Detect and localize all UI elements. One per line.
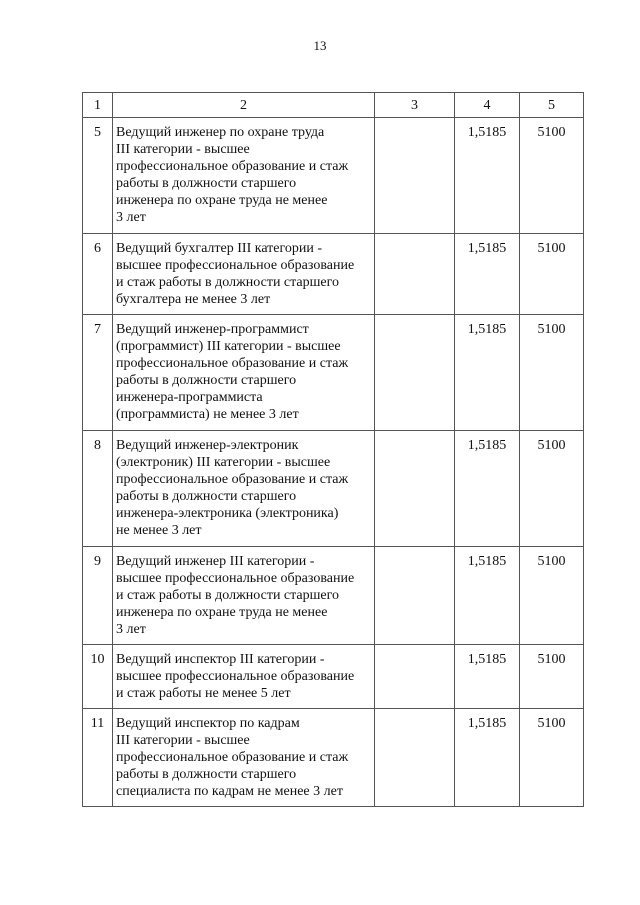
position-description: Ведущий бухгалтер III категории - высшее профессиональное образование и стаж работы в должности старшего бухгалтера не менее 3 лет [113, 234, 375, 315]
row-number: 10 [83, 645, 113, 709]
position-description: Ведущий инженер III категории - высшее профессиональное образование и стаж работы в должности старшего инженера по охране труда не менее 3 лет [113, 547, 375, 645]
position-description: Ведущий инспектор III категории - высшее профессиональное образование и стаж работы не менее 5 лет [113, 645, 375, 709]
header-cell-5: 5 [520, 93, 584, 118]
coefficient-cell: 1,5185 [455, 547, 520, 645]
table-row [83, 431, 584, 547]
row-number: 9 [83, 547, 113, 645]
coefficient-cell: 1,5185 [455, 118, 520, 234]
salary-cell: 5100 [520, 118, 584, 234]
header-cell-1: 1 [83, 93, 113, 118]
table-row [83, 547, 584, 645]
salary-cell: 5100 [520, 547, 584, 645]
column-3-cell [375, 709, 455, 807]
position-description: Ведущий инспектор по кадрам III категории - высшее профессиональное образование и стаж работы в должности старшего специалиста по кадрам не менее 3 лет [113, 709, 375, 807]
row-number: 11 [83, 709, 113, 807]
row-number: 5 [83, 118, 113, 234]
table-row [83, 234, 584, 315]
row-number: 8 [83, 431, 113, 547]
coefficient-cell: 1,5185 [455, 315, 520, 431]
table-row [83, 709, 584, 807]
table-header-row [83, 93, 584, 118]
position-description: Ведущий инженер по охране труда III категории - высшее профессиональное образование и стаж работы в должности старшего инженера по охране труда не менее 3 лет [113, 118, 375, 234]
row-number: 7 [83, 315, 113, 431]
salary-table [82, 92, 584, 807]
table-row [83, 118, 584, 234]
position-description: Ведущий инженер-программист (программист) III категории - высшее профессиональное образование и стаж работы в должности старшего инженера-программиста (программиста) не менее 3 лет [113, 315, 375, 431]
row-number: 6 [83, 234, 113, 315]
table-body [83, 93, 584, 807]
header-cell-2: 2 [113, 93, 375, 118]
coefficient-cell: 1,5185 [455, 431, 520, 547]
table-row [83, 315, 584, 431]
salary-cell: 5100 [520, 645, 584, 709]
header-cell-3: 3 [375, 93, 455, 118]
column-3-cell [375, 118, 455, 234]
column-3-cell [375, 547, 455, 645]
header-cell-4: 4 [455, 93, 520, 118]
salary-cell: 5100 [520, 431, 584, 547]
salary-cell: 5100 [520, 709, 584, 807]
salary-cell: 5100 [520, 234, 584, 315]
coefficient-cell: 1,5185 [455, 234, 520, 315]
column-3-cell [375, 645, 455, 709]
column-3-cell [375, 431, 455, 547]
column-3-cell [375, 234, 455, 315]
salary-cell: 5100 [520, 315, 584, 431]
page-number: 13 [313, 38, 327, 53]
table-row [83, 645, 584, 709]
column-3-cell [375, 315, 455, 431]
position-description: Ведущий инженер-электроник (электроник) III категории - высшее профессиональное образование и стаж работы в должности старшего инженера-электроника (электроника) не менее 3 лет [113, 431, 375, 547]
coefficient-cell: 1,5185 [455, 645, 520, 709]
coefficient-cell: 1,5185 [455, 709, 520, 807]
